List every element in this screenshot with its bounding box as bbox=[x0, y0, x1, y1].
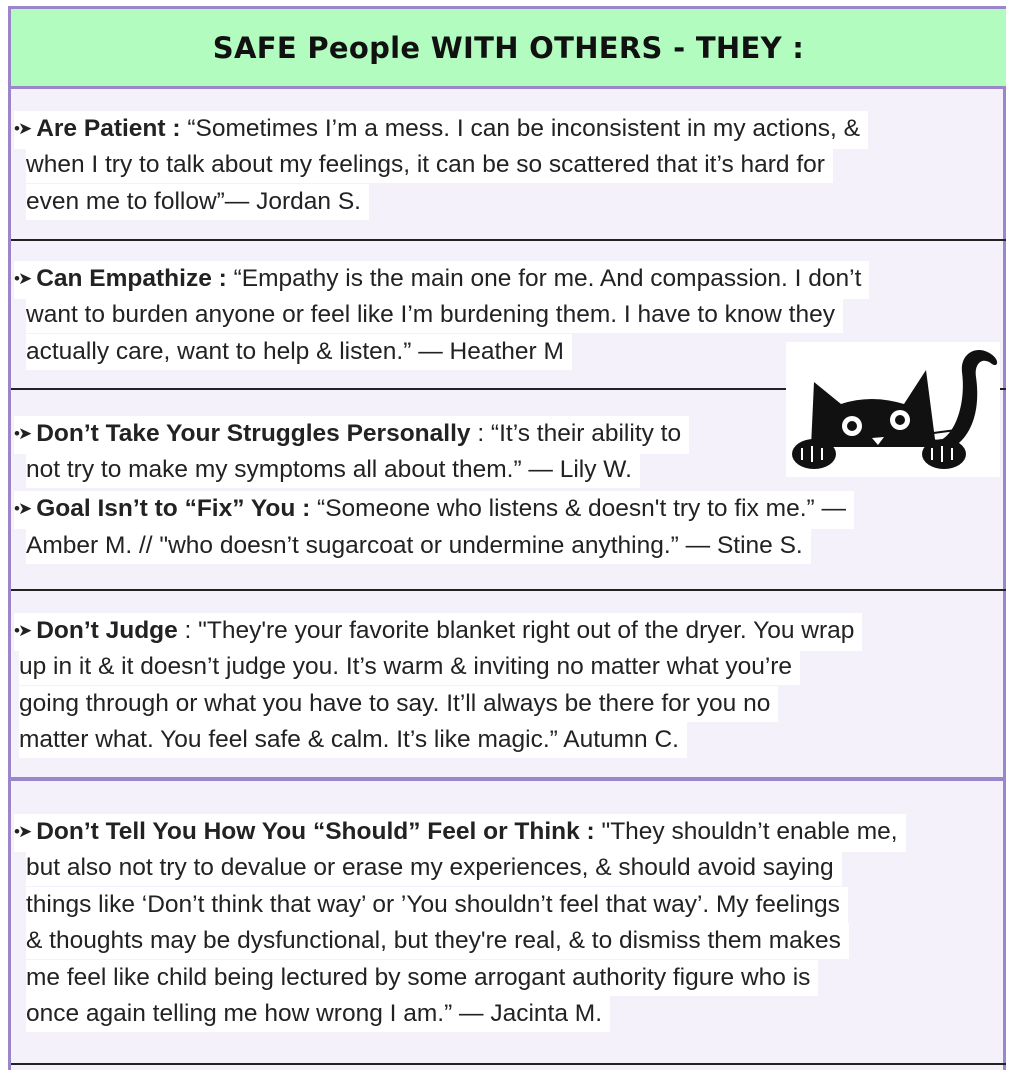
item-patient-line-3: even me to follow”— Jordan S. bbox=[26, 184, 369, 220]
item-heading: Can Empathize : bbox=[36, 265, 227, 292]
item-should-line-5: me feel like child being lectured by some arrogant authority figure who is bbox=[26, 960, 818, 996]
item-should-line-3: things like ‘Don’t think that way’ or ’You shouldn’t feel that way’. My feelings bbox=[26, 887, 848, 923]
item-heading: Don’t Tell You How You “Should” Feel or Think : bbox=[36, 818, 595, 845]
item-personally-line-1: •➤ Don’t Take Your Struggles Personally : “It’s their ability to bbox=[14, 416, 689, 454]
item-empathize-line-2: want to burden anyone or feel like I’m burdening them. I have to know they bbox=[26, 297, 843, 333]
item-heading: Goal Isn’t to “Fix” You : bbox=[36, 495, 311, 522]
item-fix-line-2: Amber M. // "who doesn’t sugarcoat or undermine anything.” — Stine S. bbox=[26, 528, 811, 564]
arrow-bullet-icon: •➤ bbox=[14, 499, 31, 518]
item-judge-line-1: •➤ Don’t Judge : "They're your favorite blanket right out of the dryer. You wrap bbox=[14, 613, 862, 651]
arrow-bullet-icon: •➤ bbox=[14, 424, 31, 443]
divider bbox=[11, 777, 1006, 781]
black-cat-icon bbox=[786, 342, 1000, 477]
item-should-line-4: & thoughts may be dysfunctional, but they're real, & to dismiss them makes bbox=[26, 923, 849, 959]
item-judge-line-3: going through or what you have to say. It’ll always be there for you no bbox=[19, 686, 778, 722]
item-heading: Don’t Judge bbox=[36, 617, 178, 644]
divider bbox=[11, 589, 1006, 591]
arrow-bullet-icon: •➤ bbox=[14, 822, 31, 841]
arrow-bullet-icon: •➤ bbox=[14, 621, 31, 640]
item-patient-line-1: •➤ Are Patient : “Sometimes I’m a mess. I can be inconsistent in my actions, & bbox=[14, 111, 868, 149]
item-should-line-2: but also not try to devalue or erase my experiences, & should avoid saying bbox=[26, 850, 842, 886]
item-heading: Are Patient : bbox=[36, 115, 181, 142]
item-judge-line-4: matter what. You feel safe & calm. It’s like magic.” Autumn C. bbox=[19, 722, 687, 758]
divider bbox=[11, 239, 1006, 241]
item-personally-line-2: not try to make my symptoms all about them.” — Lily W. bbox=[26, 452, 640, 488]
page-title: SAFE People WITH OTHERS - THEY : bbox=[212, 30, 805, 65]
title-banner bbox=[11, 9, 1006, 89]
item-should-line-1: •➤ Don’t Tell You How You “Should” Feel or Think : "They shouldn’t enable me, bbox=[14, 814, 906, 852]
divider bbox=[11, 1063, 1006, 1065]
arrow-bullet-icon: •➤ bbox=[14, 119, 31, 138]
item-judge-line-2: up in it & it doesn’t judge you. It’s warm & inviting no matter what you’re bbox=[19, 649, 800, 685]
item-should-line-6: once again telling me how wrong I am.” — Jacinta M. bbox=[26, 996, 610, 1032]
item-empathize-line-3: actually care, want to help & listen.” — Heather M bbox=[26, 334, 572, 370]
item-fix-line-1: •➤ Goal Isn’t to “Fix” You : “Someone who listens & doesn't try to fix me.” — bbox=[14, 491, 854, 529]
item-empathize-line-1: •➤ Can Empathize : “Empathy is the main one for me. And compassion. I don’t bbox=[14, 261, 869, 299]
arrow-bullet-icon: •➤ bbox=[14, 269, 31, 288]
item-heading: Don’t Take Your Struggles Personally bbox=[36, 420, 471, 447]
item-patient-line-2: when I try to talk about my feelings, it can be so scattered that it’s hard for bbox=[26, 147, 833, 183]
